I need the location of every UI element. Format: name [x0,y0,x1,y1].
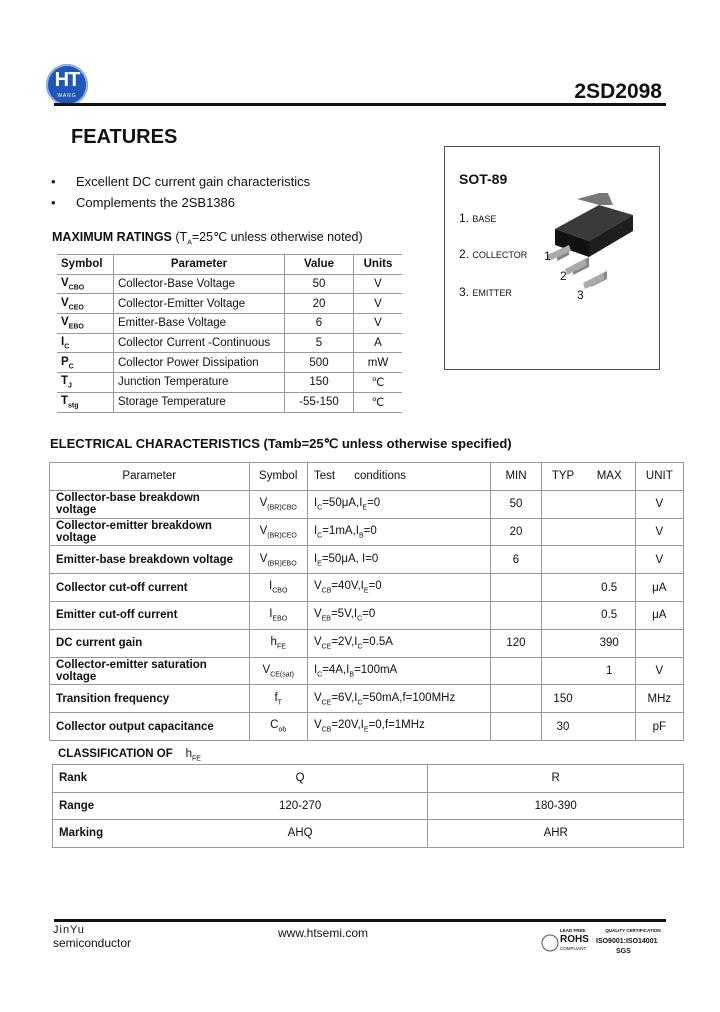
symbol-cell: $f_T$ [249,685,307,713]
unit-cell [635,629,683,657]
table-header-row [57,255,402,275]
max-cell [584,713,635,741]
max-ratings-title: MAXIMUM RATINGS ($T_A=25℃$ unless otherwise noted) [52,230,363,247]
part-number: 2SD2098 [574,80,662,103]
min-cell: 120 [490,629,542,657]
symbol-cell: $T_J$ [57,373,114,393]
company-line1: JinYu [53,924,85,936]
package-box [444,146,660,370]
symbol-cell: $C_{ob}$ [249,713,307,741]
table-row [57,392,402,412]
condition-cell: $I_C=1mA,I_B=0$ [307,518,490,546]
symbol-cell: $V_{CBO}$ [57,274,114,294]
pin-number: 2 [560,269,567,283]
footer-rule [54,919,666,922]
table-row [57,333,402,353]
package-title: SOT-89 [459,171,508,187]
classification-title: CLASSIFICATION OF $h_{FE}$ [58,748,201,763]
min-cell: 20 [490,518,542,546]
unit-cell: V [635,518,683,546]
r-cell: R [428,765,684,793]
unit-cell: V [635,490,683,518]
max-cell [584,546,635,574]
feature-item: • Excellent DC current gain characteristics [51,174,311,189]
table-row [57,353,402,373]
unit-cell: μA [635,574,683,602]
column-header: Symbol [249,463,307,491]
parameter-cell: Collector output capacitance [50,713,250,741]
symbol-cell: $I_{EBO}$ [249,601,307,629]
column-header: Units [354,255,403,275]
feature-item: • Complements the 2SB1386 [51,195,235,210]
table-row [57,373,402,393]
max-ratings-table [57,254,402,413]
r-cell: 180-390 [428,792,684,820]
unit-cell: pF [635,713,683,741]
parameter-cell: Emitter cut-off current [50,601,250,629]
value-cell: 5 [285,333,354,353]
table-row [57,314,402,334]
parameter-cell: Collector-Base Voltage [114,274,285,294]
symbol-cell: $I_C$ [57,333,114,353]
condition-cell: $V_{CB}=40V,I_E=0$ [307,574,490,602]
symbol-cell: $V_{(BR)CEO}$ [249,518,307,546]
pin-label: 1. BASE [459,211,497,225]
symbol-cell: $T_{stg}$ [57,392,114,412]
bullet-icon: • [51,174,56,189]
min-cell [490,657,542,685]
parameter-cell: Collector Current -Continuous [114,333,285,353]
max-cell [584,518,635,546]
column-header: MAX [584,463,635,491]
table-row [50,574,684,602]
table-row [50,685,684,713]
unit-cell: MHz [635,685,683,713]
features-title: FEATURES [71,126,178,148]
certification-badges: LEAD FREE ROHS COMPLIANT QUALITY CERTIFICATION ISO9001:ISO14001 SGS [540,928,670,958]
column-header: Parameter [114,255,285,275]
header-rule [54,103,666,106]
table-row [50,657,684,685]
value-cell: 50 [285,274,354,294]
bullet-icon: • [51,195,56,210]
unit-cell: ℃ [354,392,403,412]
parameter-cell: Collector-emitter saturation voltage [50,657,250,685]
table-row [50,490,684,518]
unit-cell: ℃ [354,373,403,393]
pin-label: 2. COLLECTOR [459,247,528,261]
parameter-cell: Storage Temperature [114,392,285,412]
symbol-cell: $V_{CE(sat)}$ [249,657,307,685]
parameter-cell: Transition frequency [50,685,250,713]
unit-cell: A [354,333,403,353]
value-cell: 150 [285,373,354,393]
value-cell: -55-150 [285,392,354,412]
parameter-cell: Collector cut-off current [50,574,250,602]
min-cell: 50 [490,490,542,518]
unit-cell: V [354,294,403,314]
symbol-cell: $V_{(BR)EBO}$ [249,546,307,574]
parameter-cell: DC current gain [50,629,250,657]
table-row [50,713,684,741]
typ-cell [542,574,584,602]
electrical-table [49,462,684,741]
logo-subtext: WANG [57,93,77,99]
ul-mark-icon [540,934,560,952]
column-header: TYP [542,463,584,491]
q-cell: AHQ [173,820,428,848]
table-row [53,820,684,848]
symbol-cell: $P_C$ [57,353,114,373]
symbol-cell: $V_{CEO}$ [57,294,114,314]
parameter-cell: Emitter-base breakdown voltage [50,546,250,574]
parameter-cell: Collector-Emitter Voltage [114,294,285,314]
column-header: Test conditions [307,463,490,491]
typ-cell: 30 [542,713,584,741]
typ-cell [542,629,584,657]
typ-cell [542,518,584,546]
parameter-cell: Collector-emitter breakdown voltage [50,518,250,546]
table-header-row [50,463,684,491]
q-cell: Q [173,765,428,793]
label-cell: Marking [53,820,173,848]
unit-cell: mW [354,353,403,373]
table-row [50,518,684,546]
symbol-cell: $I_{CBO}$ [249,574,307,602]
classification-table [52,764,684,848]
typ-cell [542,657,584,685]
company-line2: semiconductor [53,936,132,950]
condition-cell: $I_E=50\mu A$, I=0 [307,546,490,574]
unit-cell: V [354,314,403,334]
website-link[interactable]: www.htsemi.com [278,926,369,940]
logo-text: HT [54,69,80,91]
max-cell [584,685,635,713]
value-cell: 20 [285,294,354,314]
condition-cell: $V_{CB}=20V,I_E=0,f=1MHz$ [307,713,490,741]
parameter-cell: Collector Power Dissipation [114,353,285,373]
condition-cell: $I_C=4A,I_B=100mA$ [307,657,490,685]
max-cell [584,490,635,518]
electrical-title: ELECTRICAL CHARACTERISTICS (Tamb=25℃ unless otherwise specified) [50,436,512,451]
condition-cell: $V_{CE}=6V,I_C=50mA,f=100MHz$ [307,685,490,713]
pin-number: 3 [577,288,584,302]
unit-cell: μA [635,601,683,629]
table-row [50,601,684,629]
table-row [57,294,402,314]
parameter-cell: Emitter-Base Voltage [114,314,285,334]
unit-cell: V [635,546,683,574]
symbol-cell: $V_{EBO}$ [57,314,114,334]
table-row [50,629,684,657]
max-cell: 0.5 [584,601,635,629]
min-cell [490,713,542,741]
pin-label: 3. EMITTER [459,285,512,299]
company-logo [46,64,88,106]
min-cell [490,601,542,629]
table-row [53,792,684,820]
table-row [50,546,684,574]
column-header: Symbol [57,255,114,275]
value-cell: 6 [285,314,354,334]
table-row [57,274,402,294]
column-header: UNIT [635,463,683,491]
pin-number: 1 [544,249,551,263]
column-header: Parameter [50,463,250,491]
max-cell: 390 [584,629,635,657]
label-cell: Rank [53,765,173,793]
typ-cell [542,546,584,574]
column-header: MIN [490,463,542,491]
parameter-cell: Collector-base breakdown voltage [50,490,250,518]
value-cell: 500 [285,353,354,373]
r-cell: AHR [428,820,684,848]
unit-cell: V [635,657,683,685]
min-cell: 6 [490,546,542,574]
condition-cell: $I_C=50\mu A,I_E=0$ [307,490,490,518]
label-cell: Range [53,792,173,820]
typ-cell: 150 [542,685,584,713]
condition-cell: $V_{CE}=2V,I_C=0.5A$ [307,629,490,657]
min-cell [490,685,542,713]
sot89-package-icon [537,193,655,303]
unit-cell: V [354,274,403,294]
condition-cell: $V_{EB}=5V,I_C=0$ [307,601,490,629]
q-cell: 120-270 [173,792,428,820]
max-cell: 1 [584,657,635,685]
table-row [53,765,684,793]
symbol-cell: $V_{(BR)CBO}$ [249,490,307,518]
typ-cell [542,490,584,518]
symbol-cell: $h_{FE}$ [249,629,307,657]
parameter-cell: Junction Temperature [114,373,285,393]
column-header: Value [285,255,354,275]
max-cell: 0.5 [584,574,635,602]
typ-cell [542,601,584,629]
min-cell [490,574,542,602]
